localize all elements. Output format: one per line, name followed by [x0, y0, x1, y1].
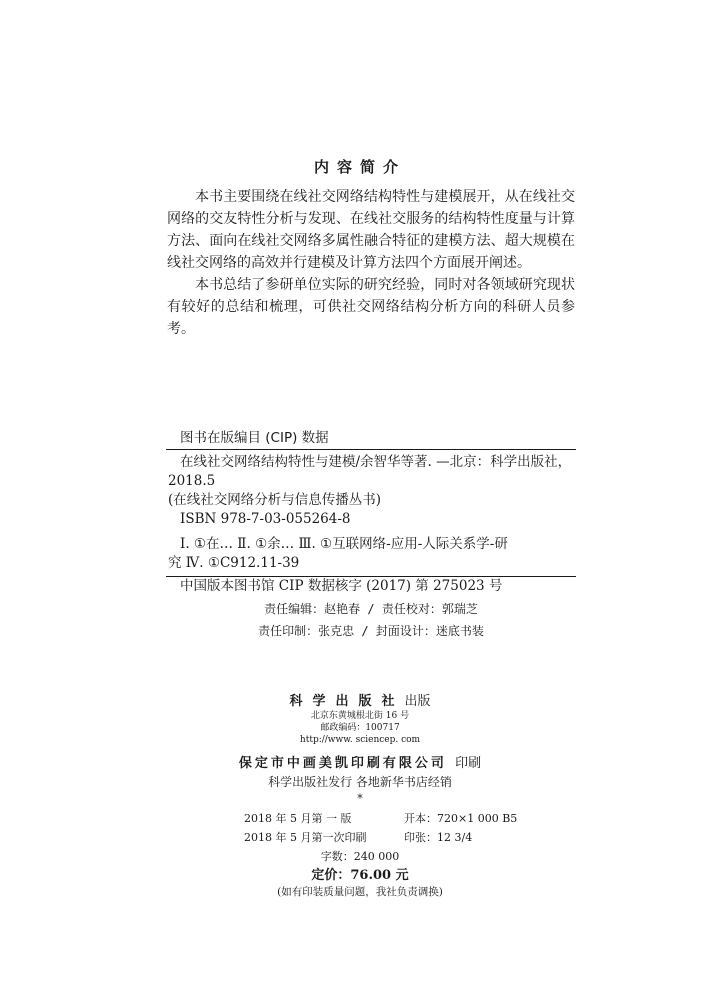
edition-info: 2018 年 5 月第 一 版: [244, 812, 352, 825]
word-count: 字数：240 000: [320, 850, 400, 863]
format-info: 开本：720×1 000 B5: [404, 812, 518, 825]
printing-info: 2018 年 5 月第一次印刷: [244, 831, 367, 844]
publisher-suffix: 出版: [404, 694, 431, 709]
cip-line-1: 在线社交网络结构特性与建模/余智华等著. —北京：科学出版社，: [180, 454, 572, 470]
printer-name: 保定市中画美凯印刷有限公司: [238, 756, 447, 771]
publisher-line: [0, 690, 720, 709]
cip-line-2: 2018.5: [168, 473, 216, 489]
cip-header: 图书在版编目 (CIP) 数据: [166, 426, 576, 450]
price: 定价：76.00 元: [311, 868, 409, 883]
publisher-address: 北京东黄城根北街 16 号: [310, 711, 410, 721]
publisher-url: http://www. sciencep. com: [299, 735, 421, 745]
printer-line: [0, 752, 720, 771]
publisher-postcode: 邮政编码：100717: [320, 723, 400, 733]
cip-line-5: Ⅰ. ①在… Ⅱ. ①余… Ⅲ. ①互联网络-应用-人际关系学-研: [180, 536, 508, 552]
summary: [167, 186, 575, 340]
summary-paragraph-2: 本书总结了参研单位实际的研究经验，同时对各领域研究现状有较好的总结和梳理，可供社交网络结构分析方向的科研人员参考。: [167, 277, 575, 337]
editor-credits: 责任编辑：赵艳春 / 责任校对：郭瑞芝: [264, 602, 478, 616]
publisher-name: 科学出版社: [289, 694, 405, 709]
separator-star: *: [357, 792, 363, 805]
printer-suffix: 印刷: [455, 756, 482, 771]
cip-record-number: 中国版本图书馆 CIP 数据核字 (2017) 第 275023 号: [180, 578, 503, 594]
quality-note: (如有印装质量问题，我社负责调换): [277, 886, 443, 898]
cip-data-block: [166, 426, 576, 596]
page-title: 内容简介: [313, 158, 406, 176]
sheets-info: 印张：12 3/4: [404, 831, 473, 844]
cip-isbn: ISBN 978-7-03-055264-8: [180, 511, 351, 527]
distribution-line: 科学出版社发行 各地新华书店经销: [268, 775, 452, 789]
cip-line-3: (在线社交网络分析与信息传播丛书): [168, 492, 382, 508]
cip-line-6: 究 Ⅳ. ①C912.11-39: [166, 554, 576, 577]
summary-paragraph-1: 本书主要围绕在线社交网络结构特性与建模展开，从在线社交网络的交友特性分析与发现、在线社交服务的结构特性度量与计算方法、面向在线社交网络多属性融合特征的建模方法、超大规模在线社交网络的高效并行建模及计算方法四个方面展开阐述。: [167, 189, 575, 271]
production-credits: 责任印制：张克忠 / 封面设计：迷底书装: [258, 624, 484, 638]
